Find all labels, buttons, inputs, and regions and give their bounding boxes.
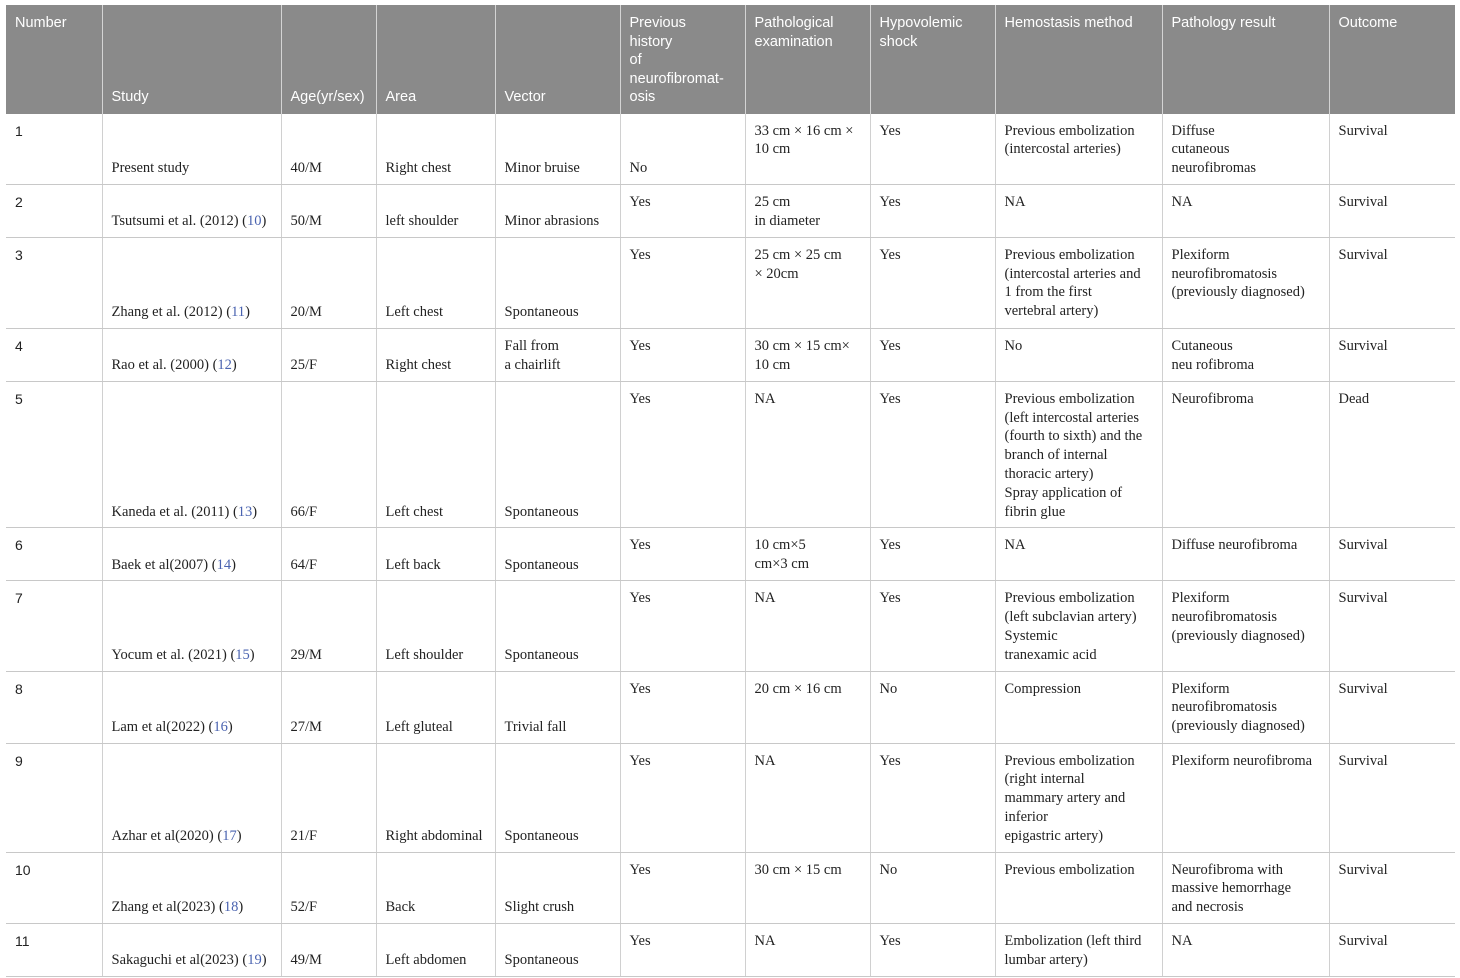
cell-area: Left shoulder <box>376 581 495 671</box>
closing-paren: ) <box>231 556 236 573</box>
reference-link[interactable]: 17 <box>222 827 237 844</box>
header-pathological: Pathological examination <box>745 5 870 114</box>
cell-pathological: NA <box>745 381 870 528</box>
study-citation: Sakaguchi et al(2023) ( <box>111 952 248 969</box>
cell-number: 4 <box>6 328 102 381</box>
header-row <box>6 5 1455 114</box>
reference-link[interactable]: 16 <box>213 718 228 735</box>
cell-pathological: 25 cm in diameter <box>745 184 870 237</box>
closing-paren: ) <box>227 718 233 735</box>
reference-link[interactable]: 10 <box>247 213 262 230</box>
cell-study <box>102 852 281 923</box>
closing-paren: ) <box>238 899 244 916</box>
table-row <box>6 114 1455 185</box>
reference-link[interactable]: 14 <box>216 556 232 573</box>
reference-link[interactable]: 15 <box>235 646 250 663</box>
cell-hemostasis: No <box>995 328 1162 381</box>
study-citation: Baek et al(2007) ( <box>111 556 217 573</box>
cell-study <box>102 743 281 852</box>
cell-study <box>102 184 281 237</box>
cell-vector: Minor bruise <box>495 114 620 185</box>
cell-outcome: Survival <box>1329 237 1455 328</box>
closing-paren: ) <box>236 827 242 844</box>
cell-vector: Spontaneous <box>495 528 620 581</box>
cell-pathology: Plexiform neurofibromatosis (previously diagnosed) <box>1162 671 1329 743</box>
cell-vector: Spontaneous <box>495 381 620 528</box>
cell-number: 10 <box>6 852 102 923</box>
header-hemostasis: Hemostasis method <box>995 5 1162 114</box>
cell-age: 21/F <box>281 743 376 852</box>
cell-shock: Yes <box>870 743 995 852</box>
cell-hemostasis: NA <box>995 528 1162 581</box>
cell-study <box>102 381 281 528</box>
closing-paren: ) <box>261 213 267 230</box>
cell-hemostasis: Previous embolization (left subclavian artery) Systemic tranexamic acid <box>995 581 1162 671</box>
cell-history: Yes <box>620 671 745 743</box>
cell-hemostasis: Embolization (left third lumbar artery) <box>995 924 1162 977</box>
cell-vector: Spontaneous <box>495 743 620 852</box>
study-citation: Lam et al(2022) ( <box>111 718 214 735</box>
cell-vector: Fall from a chairlift <box>495 328 620 381</box>
header-shock: Hypovolemic shock <box>870 5 995 114</box>
cell-outcome: Dead <box>1329 381 1455 528</box>
cell-number: 2 <box>6 184 102 237</box>
cell-vector: Spontaneous <box>495 581 620 671</box>
cell-pathology: Plexiform neurofibromatosis (previously diagnosed) <box>1162 581 1329 671</box>
closing-paren: ) <box>245 304 250 321</box>
cell-pathology: Neurofibroma <box>1162 381 1329 528</box>
cell-outcome: Survival <box>1329 852 1455 923</box>
header-vector: Vector <box>495 5 620 114</box>
cell-hemostasis: Previous embolization (intercostal arteries) <box>995 114 1162 185</box>
cell-outcome: Survival <box>1329 184 1455 237</box>
cell-area: Left chest <box>376 237 495 328</box>
header-outcome: Outcome <box>1329 5 1455 114</box>
cell-study <box>102 237 281 328</box>
cell-hemostasis: Previous embolization (right internal mammary artery and inferior epigastric artery) <box>995 743 1162 852</box>
cell-age: 52/F <box>281 852 376 923</box>
table-row <box>6 743 1455 852</box>
cell-history: Yes <box>620 237 745 328</box>
cell-outcome: Survival <box>1329 114 1455 185</box>
closing-paren: ) <box>252 503 258 520</box>
cell-age: 27/M <box>281 671 376 743</box>
cell-pathological: 10 cm×5 cm×3 cm <box>745 528 870 581</box>
cell-number: 5 <box>6 381 102 528</box>
cell-shock: Yes <box>870 328 995 381</box>
cell-shock: Yes <box>870 114 995 185</box>
cell-hemostasis: Previous embolization <box>995 852 1162 923</box>
table-row <box>6 237 1455 328</box>
cell-outcome: Survival <box>1329 528 1455 581</box>
cell-area: Right chest <box>376 328 495 381</box>
cell-study <box>102 528 281 581</box>
table-row <box>6 381 1455 528</box>
cell-vector: Slight crush <box>495 852 620 923</box>
cell-number: 3 <box>6 237 102 328</box>
table-row <box>6 852 1455 923</box>
cell-study <box>102 671 281 743</box>
cell-history: Yes <box>620 924 745 977</box>
header-number: Number <box>6 5 102 114</box>
cell-vector: Minor abrasions <box>495 184 620 237</box>
cell-shock: Yes <box>870 184 995 237</box>
cell-area: Left chest <box>376 381 495 528</box>
header-area: Area <box>376 5 495 114</box>
cell-study <box>102 924 281 977</box>
cell-area: Left gluteal <box>376 671 495 743</box>
cell-pathology: Cutaneous neu rofibroma <box>1162 328 1329 381</box>
study-citation: Kaneda et al. (2011) ( <box>111 503 238 520</box>
cell-shock: No <box>870 671 995 743</box>
cell-number: 8 <box>6 671 102 743</box>
cell-area: Right abdominal <box>376 743 495 852</box>
cell-number: 11 <box>6 924 102 977</box>
cell-history: Yes <box>620 328 745 381</box>
study-citation: Yocum et al. (2021) ( <box>111 646 236 663</box>
cell-number: 9 <box>6 743 102 852</box>
cell-pathological: 30 cm × 15 cm× 10 cm <box>745 328 870 381</box>
cell-age: 66/F <box>281 381 376 528</box>
cell-pathological: NA <box>745 924 870 977</box>
cell-pathology: Diffuse cutaneous neurofibromas <box>1162 114 1329 185</box>
cell-history: Yes <box>620 184 745 237</box>
cell-age: 20/M <box>281 237 376 328</box>
closing-paren: ) <box>231 357 237 374</box>
cell-age: 25/F <box>281 328 376 381</box>
cell-shock: Yes <box>870 581 995 671</box>
cell-hemostasis: Previous embolization (left intercostal arteries (fourth to sixth) and the branch of internal thoracic artery) Spray application of fibrin glue <box>995 381 1162 528</box>
cell-study <box>102 328 281 381</box>
cell-area: Left abdomen <box>376 924 495 977</box>
header-age: Age(yr/sex) <box>281 5 376 114</box>
cell-pathological: NA <box>745 743 870 852</box>
cell-shock: Yes <box>870 237 995 328</box>
cell-pathological: 33 cm × 16 cm × 10 cm <box>745 114 870 185</box>
closing-paren: ) <box>249 646 255 663</box>
comparison-table <box>6 5 1455 977</box>
cell-pathology: Plexiform neurofibroma <box>1162 743 1329 852</box>
cell-pathology: NA <box>1162 184 1329 237</box>
cell-number: 7 <box>6 581 102 671</box>
cell-age: 64/F <box>281 528 376 581</box>
cell-pathology: Neurofibroma with massive hemorrhage and necrosis <box>1162 852 1329 923</box>
table-row <box>6 328 1455 381</box>
cell-outcome: Survival <box>1329 743 1455 852</box>
cell-pathology: NA <box>1162 924 1329 977</box>
cell-history: Yes <box>620 381 745 528</box>
cell-age: 49/M <box>281 924 376 977</box>
cell-age: 29/M <box>281 581 376 671</box>
table-row <box>6 184 1455 237</box>
reference-link[interactable]: 11 <box>231 304 246 321</box>
table-row <box>6 581 1455 671</box>
cell-hemostasis: Compression <box>995 671 1162 743</box>
study-citation: Zhang et al(2023) ( <box>111 899 224 916</box>
cell-outcome: Survival <box>1329 581 1455 671</box>
study-citation: Tsutsumi et al. (2012) ( <box>111 213 248 230</box>
reference-link[interactable]: 13 <box>237 503 253 520</box>
cell-shock: Yes <box>870 924 995 977</box>
cell-study <box>102 581 281 671</box>
reference-link[interactable]: 19 <box>247 952 262 969</box>
cell-pathological: 20 cm × 16 cm <box>745 671 870 743</box>
cell-vector: Spontaneous <box>495 237 620 328</box>
study-citation: Zhang et al. (2012) ( <box>111 304 232 321</box>
cell-pathological: 30 cm × 15 cm <box>745 852 870 923</box>
cell-shock: Yes <box>870 528 995 581</box>
cell-area: left shoulder <box>376 184 495 237</box>
cell-study <box>102 114 281 185</box>
cell-age: 50/M <box>281 184 376 237</box>
header-study: Study <box>102 5 281 114</box>
cell-area: Right chest <box>376 114 495 185</box>
cell-history: Yes <box>620 743 745 852</box>
cell-pathology: Plexiform neurofibromatosis (previously diagnosed) <box>1162 237 1329 328</box>
cell-history: Yes <box>620 581 745 671</box>
cell-outcome: Survival <box>1329 924 1455 977</box>
cell-pathology: Diffuse neurofibroma <box>1162 528 1329 581</box>
study-citation: Present study <box>111 160 190 177</box>
cell-pathological: NA <box>745 581 870 671</box>
cell-outcome: Survival <box>1329 328 1455 381</box>
study-citation: Rao et al. (2000) ( <box>111 357 218 374</box>
table-row <box>6 528 1455 581</box>
cell-history: Yes <box>620 528 745 581</box>
cell-pathological: 25 cm × 25 cm × 20cm <box>745 237 870 328</box>
closing-paren: ) <box>261 952 267 969</box>
cell-hemostasis: Previous embolization (intercostal arteries and 1 from the first vertebral artery) <box>995 237 1162 328</box>
cell-number: 6 <box>6 528 102 581</box>
header-pathology: Pathology result <box>1162 5 1329 114</box>
reference-link[interactable]: 12 <box>217 357 232 374</box>
cell-vector: Trivial fall <box>495 671 620 743</box>
cell-area: Back <box>376 852 495 923</box>
cell-outcome: Survival <box>1329 671 1455 743</box>
cell-history: Yes <box>620 852 745 923</box>
cell-number: 1 <box>6 114 102 185</box>
reference-link[interactable]: 18 <box>223 899 239 916</box>
cell-age: 40/M <box>281 114 376 185</box>
cell-history: No <box>620 114 745 185</box>
cell-shock: No <box>870 852 995 923</box>
study-citation: Azhar et al(2020) ( <box>111 827 223 844</box>
table-row <box>6 671 1455 743</box>
table-row <box>6 924 1455 977</box>
cell-hemostasis: NA <box>995 184 1162 237</box>
cell-shock: Yes <box>870 381 995 528</box>
cell-area: Left back <box>376 528 495 581</box>
header-history: Previous history of neurofibromat- osis <box>620 5 745 114</box>
cell-vector: Spontaneous <box>495 924 620 977</box>
